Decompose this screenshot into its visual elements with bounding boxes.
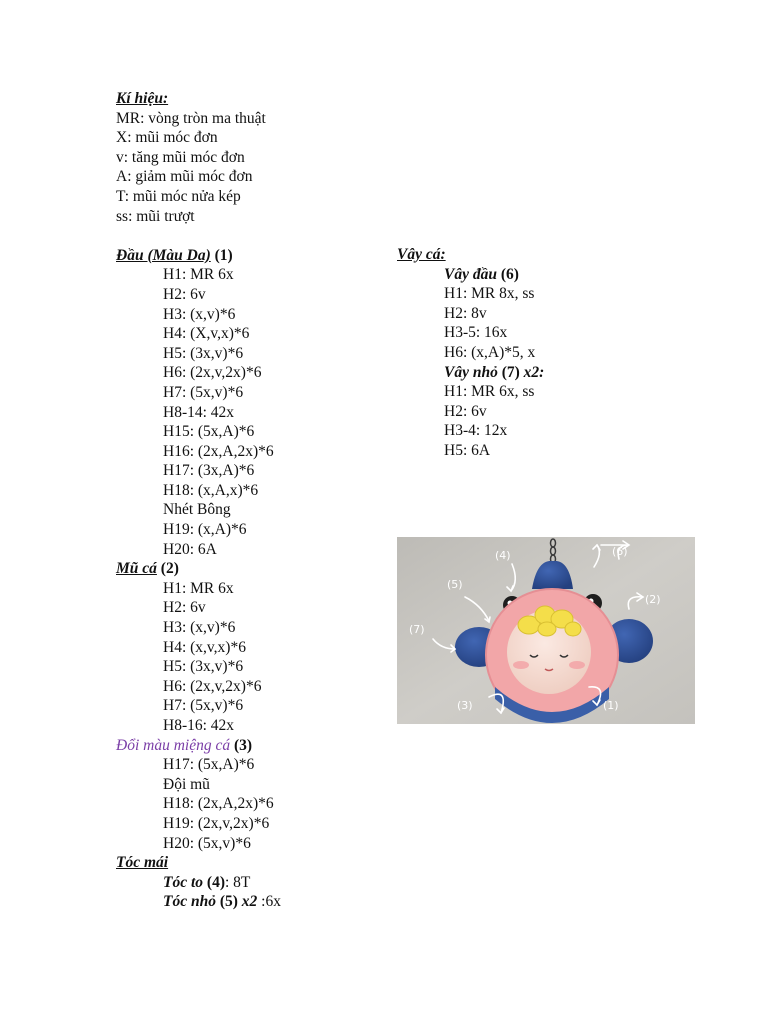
bangs-small-row	[116, 892, 281, 912]
small-fin-row: H3-4: 12x	[444, 422, 508, 440]
head-row: H3: (x,v)*6	[163, 305, 236, 323]
hat-section-title	[116, 559, 281, 579]
bangs-small-label: Tóc nhỏ	[163, 893, 216, 911]
head-row: Nhét Bông	[163, 501, 231, 519]
hat-row: H6: (2x,v,2x)*6	[163, 677, 262, 695]
bangs-small-x2: x2	[237, 893, 258, 911]
head-row: H17: (3x,A)*6	[163, 462, 255, 480]
label-5: (5)	[447, 578, 463, 591]
cheek-right	[569, 661, 585, 669]
hat-title: Mũ cá	[116, 560, 157, 578]
head-fin-row: H2: 8v	[444, 304, 487, 322]
head-fin-row: H3-5: 16x	[444, 324, 508, 342]
cheek-left	[513, 661, 529, 669]
hat-row: H1: MR 6x	[163, 579, 234, 597]
legend-title: Kí hiệu:	[116, 90, 169, 107]
mouth-num: (3)	[230, 736, 253, 754]
hat-row: H8-16: 42x	[163, 717, 235, 734]
head-section-title	[116, 246, 281, 266]
mouth-section-title	[116, 736, 281, 756]
mouth-title: Đổi màu miệng cá	[116, 736, 231, 754]
label-1: (1)	[603, 699, 619, 712]
head-row: H8-14: 42x	[163, 403, 235, 421]
legend-item: v: tăng mũi móc đơn	[116, 148, 245, 166]
label-3: (3)	[457, 699, 473, 712]
hat-row: H4: (x,v,x)*6	[163, 638, 246, 656]
head-row: H6: (2x,v,2x)*6	[163, 364, 262, 382]
bangs-small-text: :6x	[257, 893, 281, 911]
legend-item: X: mũi móc đơn	[116, 129, 218, 147]
bangs-small-num: (5)	[215, 893, 238, 911]
head-num: (1)	[210, 246, 233, 264]
mouth-row: Đội mũ	[163, 775, 210, 793]
mouth-row: H17: (5x,A)*6	[163, 756, 255, 774]
hat-row: H7: (5x,v)*6	[163, 697, 244, 715]
head-fin-row: H6: (x,A)*5, x	[444, 343, 536, 361]
legend-item: A: giảm mũi móc đơn	[116, 168, 253, 186]
head-row: H15: (5x,A)*6	[163, 423, 255, 441]
head-row: H4: (X,v,x)*6	[163, 325, 250, 343]
hat-row: H2: 6v	[163, 599, 206, 617]
head-row: H19: (x,A)*6	[163, 521, 247, 539]
mouth-row: H18: (2x,A,2x)*6	[163, 795, 274, 813]
head-fin-num: (6)	[496, 265, 519, 283]
head-row: H18: (x,A,x)*6	[163, 481, 259, 499]
head-fin-row: H1: MR 8x, ss	[444, 285, 535, 303]
label-4: (4)	[495, 549, 511, 562]
mouth-row: H20: (5x,v)*6	[163, 834, 251, 852]
bangs-big-row	[116, 873, 281, 893]
legend-item: ss: mũi trượt	[116, 207, 195, 225]
bangs-title: Tóc mái	[116, 854, 169, 872]
hat-row: H5: (3x,v)*6	[163, 658, 244, 676]
label-7: (7)	[409, 623, 425, 636]
head-row: H1: MR 6x	[163, 266, 234, 284]
bangs-big-text: : 8T	[224, 873, 251, 891]
mouth-row: H19: (2x,v,2x)*6	[163, 814, 270, 832]
head-row: H16: (2x,A,2x)*6	[163, 442, 274, 460]
amigurumi-photo	[397, 537, 695, 724]
head-fin-heading	[397, 265, 544, 285]
hat-num: (2)	[156, 560, 179, 578]
legend-item: MR: vòng tròn ma thuật	[116, 109, 266, 127]
head-fin-label: Vây đầu	[444, 265, 497, 283]
small-fin-row: H1: MR 6x, ss	[444, 383, 535, 401]
label-2: (2)	[645, 593, 661, 606]
head-row: H7: (5x,v)*6	[163, 383, 244, 401]
right-column	[397, 245, 544, 461]
small-fin-label: Vây nhỏ	[444, 363, 498, 381]
small-fin-row: H2: 6v	[444, 402, 487, 420]
legend-item: T: mũi móc nửa kép	[116, 187, 241, 205]
head-row: H20: 6A	[163, 540, 217, 558]
small-fin-row: H5: 6A	[444, 441, 491, 459]
fins-title: Vây cá:	[397, 246, 446, 263]
head-row: H2: 6v	[163, 285, 206, 303]
bangs-big-num: (4)	[203, 873, 225, 891]
head-title: Đầu (Màu Da)	[116, 246, 211, 264]
head-row: H5: (3x,v)*6	[163, 344, 244, 362]
bangs-big-label: Tóc to	[163, 873, 204, 891]
left-column	[116, 89, 281, 912]
small-fin-heading	[397, 363, 544, 383]
small-fin-x2: x2:	[519, 363, 545, 381]
label-6: (6)	[612, 545, 628, 558]
hat-row: H3: (x,v)*6	[163, 619, 236, 637]
small-fin-num: (7)	[497, 363, 520, 381]
